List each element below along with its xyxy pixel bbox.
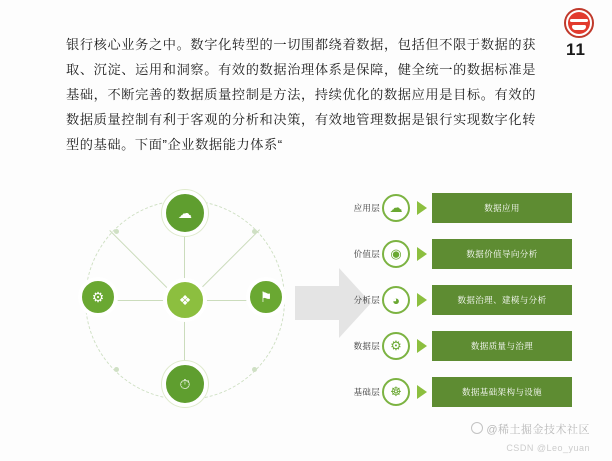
- row-arrow-icon: [417, 385, 427, 399]
- row-arrow-icon: [417, 201, 427, 215]
- network-diagram: [70, 185, 300, 415]
- stack-row: [353, 328, 572, 364]
- network-dot: [114, 367, 119, 372]
- data-quality-icon: ⚙: [382, 332, 410, 360]
- network-dot: [114, 229, 119, 234]
- row-arrow-icon: [417, 293, 427, 307]
- layer-label: 价值层: [353, 249, 380, 259]
- watermark-primary: [471, 421, 590, 437]
- stamp-logo-inner-icon: [568, 12, 590, 34]
- watermark-primary-text: @稀土掘金技术社区: [486, 424, 590, 436]
- layer-label: 应用层: [353, 203, 380, 213]
- watermark-icon: [471, 422, 483, 434]
- network-dot: [252, 229, 257, 234]
- layer-box: 数据质量与治理: [432, 331, 572, 361]
- chart-node-icon: ☁: [162, 190, 208, 236]
- page-number: 11: [566, 40, 586, 59]
- clock-node-icon: ⏱: [162, 361, 208, 407]
- value-icon: ◉: [382, 240, 410, 268]
- stamp-logo-icon: [564, 8, 594, 38]
- watermark-secondary: CSDN @Leo_yuan: [506, 443, 590, 453]
- network-dot: [252, 367, 257, 372]
- stack-row: [353, 236, 572, 272]
- row-arrow-icon: [417, 247, 427, 261]
- layer-box: 数据应用: [432, 193, 572, 223]
- arrow-shaft: [295, 286, 339, 320]
- body-paragraph: 银行核心业务之中。数字化转型的一切围都绕着数据，包括但不限于数据的获取、沉淀、运用和洞察。有效的数据治理体系是保障，健全统一的数据标准是基础，不断完善的数据质量控制是方法，持续优化的数据应用是目标。有效的数据质量控制有利于客观的分析和决策，有效地管理数据是银行实现数字化转型的基础。下面”企业数据能力体系“: [66, 37, 536, 152]
- row-arrow-icon: [417, 339, 427, 353]
- shield-node-icon: ⚑: [246, 277, 286, 317]
- gear-node-icon: ⚙: [78, 277, 118, 317]
- figure-data-capability-system: [52, 180, 572, 430]
- layer-box: 数据基础架构与设施: [432, 377, 572, 407]
- layer-box: 数据价值导向分析: [432, 239, 572, 269]
- analysis-icon: ◕: [382, 286, 410, 314]
- application-icon: ☁: [382, 194, 410, 222]
- layer-box: 数据治理、建模与分析: [432, 285, 572, 315]
- layer-label: 数据层: [353, 341, 380, 351]
- stack-row: [353, 374, 572, 410]
- layer-label: 分析层: [353, 295, 380, 305]
- hub-node-icon: ❖: [163, 278, 207, 322]
- infrastructure-icon: ☸: [382, 378, 410, 406]
- stack-row: [353, 282, 572, 318]
- layer-label: 基础层: [353, 387, 380, 397]
- capability-stack: [353, 190, 572, 425]
- stack-row: [353, 190, 572, 226]
